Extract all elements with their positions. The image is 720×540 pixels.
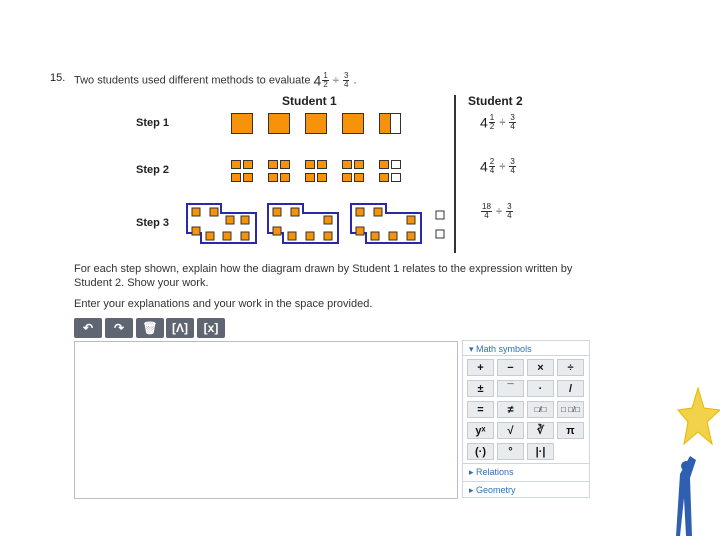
nth-root-symbol[interactable]: ∛ — [527, 422, 554, 439]
whole-square — [342, 113, 364, 134]
instructions — [74, 262, 604, 290]
quarter-square — [317, 173, 327, 182]
whole-square — [268, 113, 290, 134]
student1-header: Student 1 — [282, 94, 337, 108]
quarter-square — [354, 173, 364, 182]
divider — [463, 355, 589, 356]
divider — [463, 463, 589, 464]
equals-symbol[interactable]: = — [467, 401, 494, 418]
insert-bracket-x-button[interactable] — [197, 318, 225, 338]
mixed-number-symbol[interactable]: □ □/□ — [557, 401, 584, 418]
triangle-right-icon: ▸ — [469, 467, 474, 477]
empty-square — [391, 160, 401, 169]
degree-symbol[interactable]: ° — [497, 443, 524, 460]
times-symbol[interactable]: × — [527, 359, 554, 376]
instruction-line: For each step shown, explain how the diagram drawn by Student 1 relates to the expression written by — [74, 263, 573, 275]
absolute-value-symbol[interactable]: |·| — [527, 443, 554, 460]
quarter-square — [268, 160, 278, 169]
quarter-square — [354, 160, 364, 169]
parentheses-symbol[interactable]: (·) — [467, 443, 494, 460]
divide-symbol[interactable]: ÷ — [557, 359, 584, 376]
quarter-square — [280, 173, 290, 182]
bracket-lambda-icon: [Λ] — [172, 321, 188, 335]
student2-step3-expr: $\frac{18}{4}$ ÷ $\frac{3}{4}$ — [482, 202, 512, 220]
dot-symbol[interactable]: · — [527, 380, 554, 397]
plus-symbol[interactable]: + — [467, 359, 494, 376]
divide-operator: ÷ — [332, 74, 339, 87]
math-symbols-toggle[interactable]: ▾ Math symbols — [469, 344, 532, 354]
fraction: $\frac{3}{4}$ — [343, 71, 349, 89]
redo-icon: ↷ — [113, 321, 125, 335]
answer-editor[interactable] — [74, 341, 458, 499]
person-figure-icon — [676, 456, 696, 536]
student2-step1-expr: 4 $\frac{1}{2}$ ÷ $\frac{3}{4}$ — [480, 113, 515, 131]
quarter-square — [379, 173, 389, 182]
step-label: Step 1 — [136, 117, 170, 129]
quarter-square — [268, 173, 278, 182]
quarter-square — [342, 160, 352, 169]
whole-square — [305, 113, 327, 134]
empty-square — [391, 173, 401, 182]
delete-button[interactable] — [136, 318, 164, 338]
not-equal-symbol[interactable]: ≠ — [497, 401, 524, 418]
quarter-square — [379, 160, 389, 169]
quarter-square — [231, 173, 241, 182]
step-label: Step 3 — [136, 217, 170, 229]
math-symbols-panel — [462, 340, 590, 498]
step3-diagram — [186, 203, 456, 245]
quarter-square — [305, 173, 315, 182]
undo-icon: ↶ — [82, 321, 94, 335]
quarter-square — [243, 173, 253, 182]
pi-symbol[interactable]: π — [557, 422, 584, 439]
symbol-grid — [467, 359, 589, 460]
star-figure-decoration — [676, 386, 720, 540]
fraction: $\frac{1}{2}$ — [323, 71, 328, 89]
half-square — [379, 113, 401, 134]
quarter-square — [231, 160, 241, 169]
slash-symbol[interactable]: / — [557, 380, 584, 397]
step-label: Step 2 — [136, 164, 170, 176]
quarter-square — [317, 160, 327, 169]
relations-toggle[interactable]: ▸ Relations — [469, 467, 514, 477]
student2-step2-expr: 4 $\frac{2}{4}$ ÷ $\frac{3}{4}$ — [480, 157, 515, 175]
whole-square — [231, 113, 253, 134]
question-prompt: Two students used different methods to evaluate — [74, 74, 311, 87]
undo-button[interactable] — [74, 318, 102, 338]
triangle-right-icon: ▸ — [469, 485, 474, 495]
overline-symbol[interactable]: ¯ — [497, 380, 524, 397]
fraction-symbol[interactable]: □/□ — [527, 401, 554, 418]
quarter-square — [305, 160, 315, 169]
instruction-line: Enter your explanations and your work in the space provided. — [74, 298, 373, 310]
quarter-square — [280, 160, 290, 169]
geometry-toggle[interactable]: ▸ Geometry — [469, 485, 516, 495]
instruction-line: Student 2. Show your work. — [74, 277, 209, 289]
trash-icon: 🗑 — [142, 321, 158, 335]
triangle-down-icon: ▾ — [469, 344, 474, 354]
star-icon — [678, 388, 720, 444]
bracket-x-icon: [x] — [203, 321, 219, 335]
minus-symbol[interactable]: − — [497, 359, 524, 376]
quarter-square — [243, 160, 253, 169]
quarter-square — [342, 173, 352, 182]
plus-minus-symbol[interactable]: ± — [467, 380, 494, 397]
expr-whole: 4 — [313, 72, 322, 89]
square-root-symbol[interactable]: √ — [497, 422, 524, 439]
divider — [463, 481, 589, 482]
student2-header: Student 2 — [468, 94, 523, 108]
question-number: 15. — [50, 72, 66, 84]
question-text: Two students used different methods to evaluate 4 $\frac{1}{2}$ ÷ $\frac{3}{4}$ . — [74, 71, 357, 89]
redo-button[interactable] — [105, 318, 133, 338]
insert-bracket-lambda-button[interactable] — [166, 318, 194, 338]
exponent-symbol[interactable]: yˣ — [467, 422, 494, 439]
